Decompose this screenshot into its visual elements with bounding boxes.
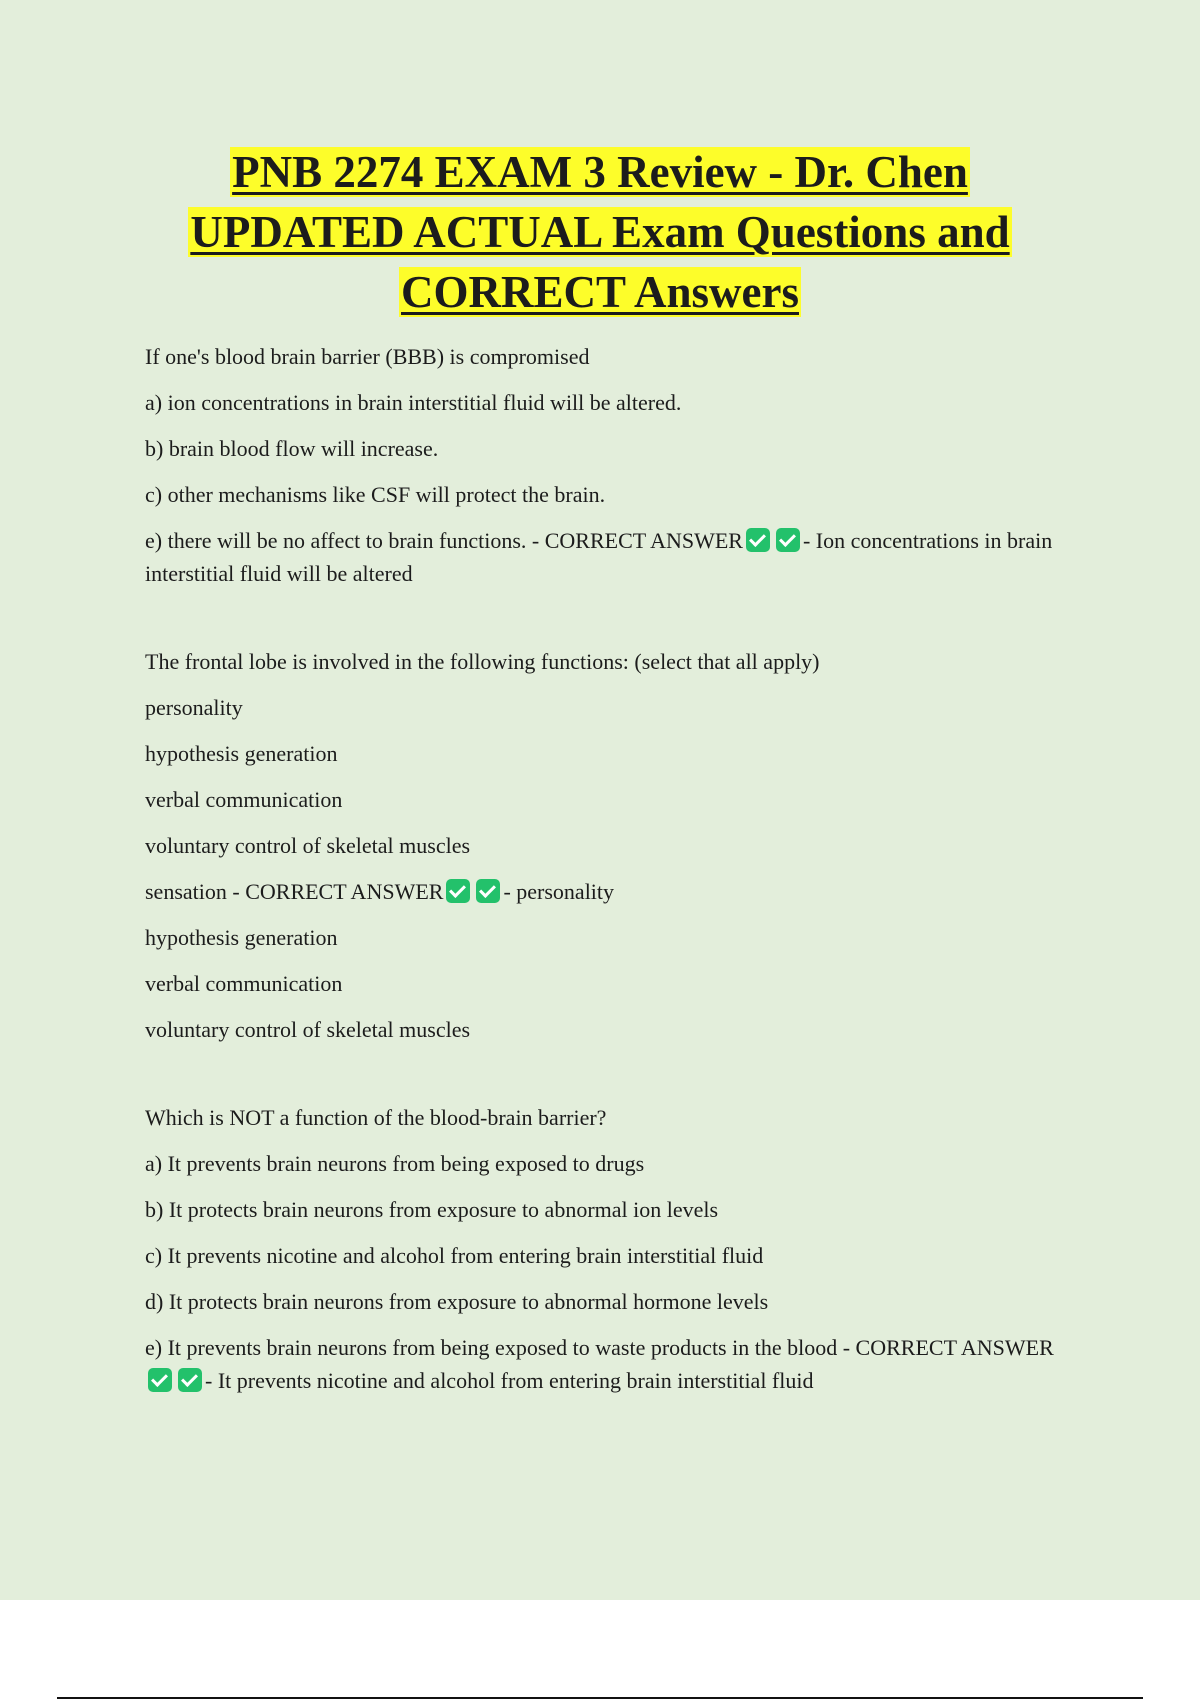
correct-answer-text: - personality [503,879,615,904]
answer-option: hypothesis generation [145,741,338,766]
answer-option: b) It protects brain neurons from exposure to abnormal ion levels [145,1197,719,1222]
correct-answer-text: - Ion concentrations in brain interstitial fluid will be altered [145,528,1053,586]
correct-answer-line: voluntary control of skeletal muscles [145,1017,471,1042]
answer-option: c) other mechanisms like CSF will protect the brain. [145,482,606,507]
answer-option: verbal communication [145,787,343,812]
document-body [145,340,1075,1410]
answer-option-with-correct-answer [145,1331,1075,1397]
answer-option-text: e) there will be no affect to brain functions. - CORRECT ANSWER [145,528,743,553]
question-stem: If one's blood brain barrier (BBB) is compromised [145,344,590,369]
footer-divider [57,1697,1143,1699]
check-icon [776,528,800,552]
question-block-3 [145,1101,1075,1397]
answer-option: a) It prevents brain neurons from being exposed to drugs [145,1151,645,1176]
question-stem: Which is NOT a function of the blood-brain barrier? [145,1105,607,1130]
answer-option: a) ion concentrations in brain interstitial fluid will be altered. [145,390,682,415]
check-icon [746,528,770,552]
answer-option-text: sensation - CORRECT ANSWER [145,879,444,904]
document-title [100,142,1100,322]
answer-option-text: e) It prevents brain neurons from being exposed to waste products in the blood - CORRECT ANSWER [145,1335,1054,1360]
title-line-2: UPDATED ACTUAL Exam Questions and [190,207,1010,257]
correct-answer-line: hypothesis generation [145,925,338,950]
question-block-1 [145,340,1075,590]
correct-answer-text: - It prevents nicotine and alcohol from entering brain interstitial fluid [205,1368,814,1393]
question-stem: The frontal lobe is involved in the following functions: (select that all apply) [145,649,820,674]
answer-option: voluntary control of skeletal muscles [145,833,471,858]
answer-option-with-correct-answer [145,524,1075,590]
check-icon [178,1368,202,1392]
answer-option: d) It protects brain neurons from exposure to abnormal hormone levels [145,1289,769,1314]
title-line-1: PNB 2274 EXAM 3 Review - Dr. Chen [232,147,968,197]
answer-option-with-correct-answer [145,875,1075,908]
check-icon [476,879,500,903]
answer-option: b) brain blood flow will increase. [145,436,439,461]
answer-option: c) It prevents nicotine and alcohol from entering brain interstitial fluid [145,1243,764,1268]
check-icon [148,1368,172,1392]
correct-answer-line: verbal communication [145,971,343,996]
answer-option: personality [145,695,243,720]
question-block-2 [145,645,1075,1046]
check-icon [446,879,470,903]
title-line-3: CORRECT Answers [401,267,799,317]
